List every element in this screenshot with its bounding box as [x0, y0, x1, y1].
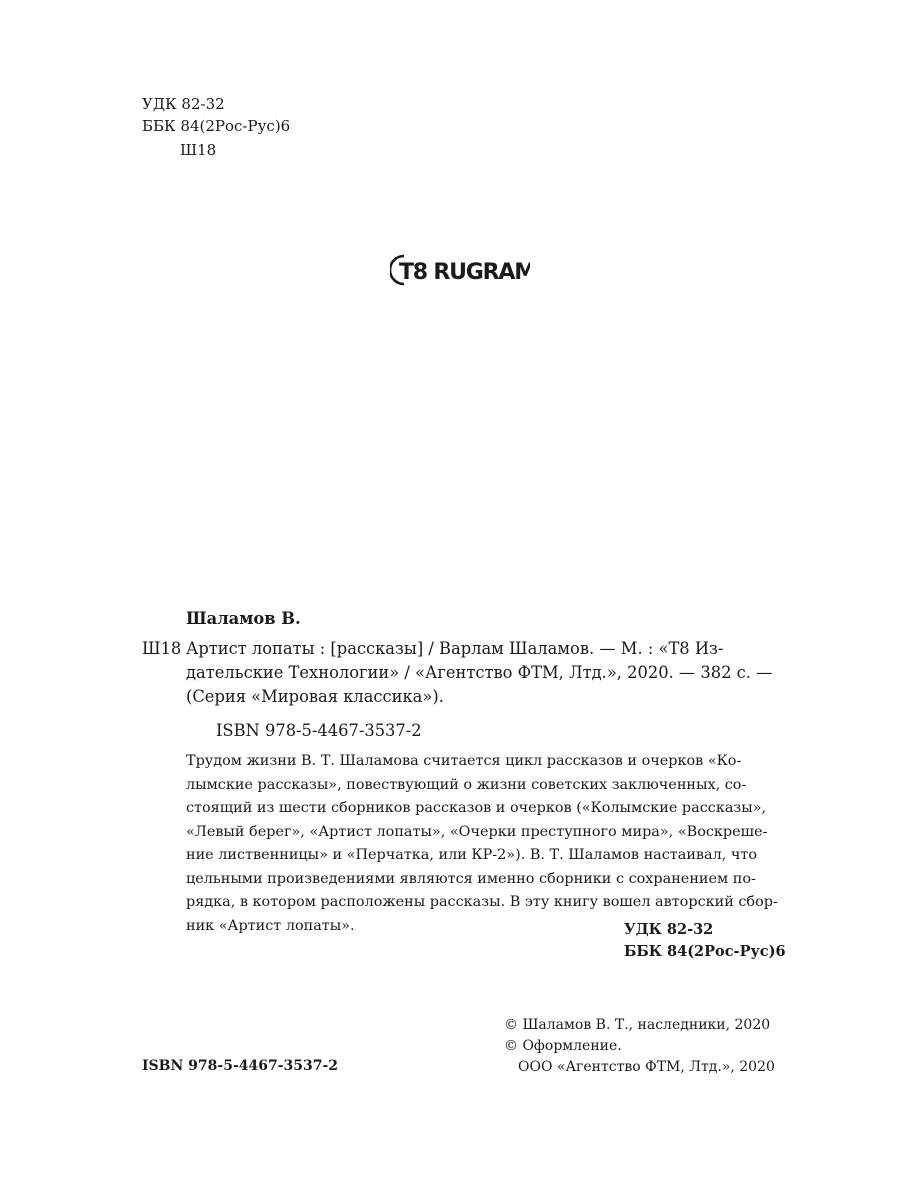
annotation-line: дательские Технологии» / «Агентство ФТМ, Лтд.», 2020. — 382 с. —: [186, 663, 773, 682]
annotation-line: (Серия «Мировая классика»).: [186, 687, 444, 706]
bbk-code-bold: ББК 84(2Рос-Рус)6: [624, 943, 786, 960]
bbk-code: ББК 84(2Рос-Рус)6: [142, 117, 291, 135]
annotation-line: Артист лопаты : [рассказы] / Варлам Шаламов. — М. : «Т8 Из-: [186, 639, 724, 658]
udk-code-bold: УДК 82-32: [624, 921, 714, 938]
abstract-line: Трудом жизни В. Т. Шаламова считается цикл рассказов и очерков «Ко-: [186, 753, 742, 769]
isbn-footer: ISBN 978-5-4467-3537-2: [142, 1058, 339, 1074]
udk-code: УДК 82-32: [142, 95, 225, 113]
abstract-line: «Левый берег», «Артист лопаты», «Очерки преступного мира», «Воскреше-: [186, 823, 768, 840]
isbn-number: ISBN 978-5-4467-3537-2: [216, 721, 422, 740]
abstract-line: лымские рассказы», повествующий о жизни советских заключенных, со-: [186, 776, 747, 793]
abstract-line: ние лиственницы» и «Перчатка, или КР-2»). В. Т. Шаламов настаивал, что: [186, 847, 758, 863]
abstract-line: рядка, в котором расположены рассказы. В эту книгу вошел авторский сбор-: [186, 894, 778, 910]
copyright-line: © Оформление.: [504, 1038, 622, 1054]
t8-rugram-logo: [390, 246, 530, 290]
abstract-line: стоящий из шести сборников рассказов и очерков («Колымские рассказы»,: [186, 800, 767, 816]
cutter-code: Ш18: [180, 141, 217, 159]
abstract-line: цельными произведениями являются именно сборники с сохранением по-: [186, 870, 756, 887]
logo-text: T8 RUGRAM: [399, 260, 530, 285]
catalog-cutter-code: Ш18: [142, 639, 182, 658]
abstract-line: ник «Артист лопаты».: [186, 917, 355, 934]
copyright-line: © Шаламов В. Т., наследники, 2020: [504, 1017, 771, 1033]
copyright-line: ООО «Агентство ФТМ, Лтд.», 2020: [518, 1059, 775, 1075]
book-author: Шаламов В.: [186, 609, 301, 628]
